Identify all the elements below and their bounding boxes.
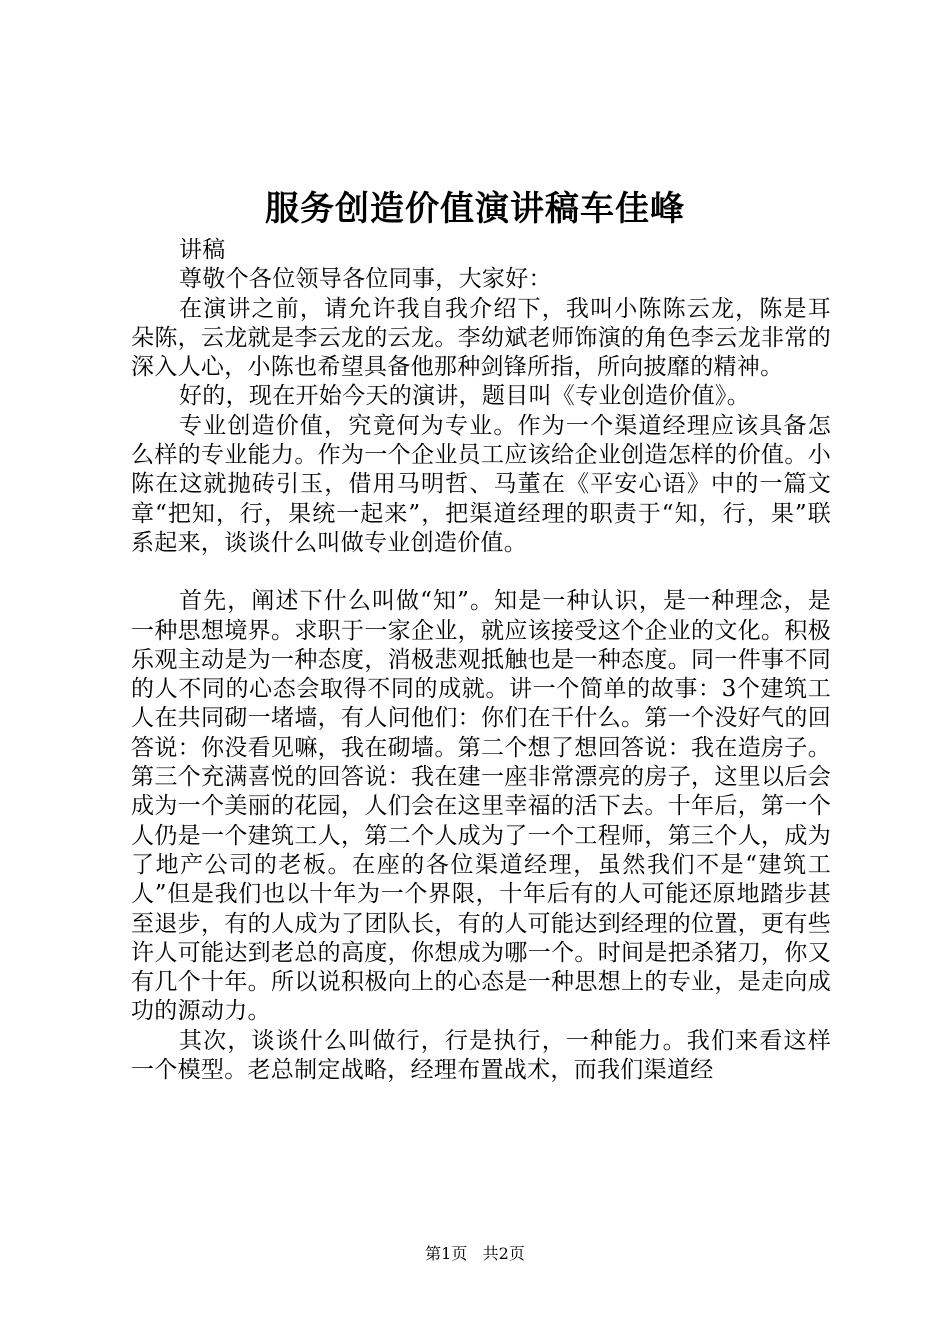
paragraph-overview: 专业创造价值，究竟何为专业。作为一个渠道经理应该具备怎么样的专业能力。作为一个企业员工应该给企业创造怎样的价值。小陈在这就抛砖引玉，借用马明哲、马董在《平安心语》中的一篇文章“把知，行，果统一起来”，把渠道经理的职责于“知，行，果”联系起来，谈谈什么叫做专业创造价值。 bbox=[131, 412, 831, 556]
paragraph-introduction: 在演讲之前，请允许我自我介绍下，我叫小陈陈云龙，陈是耳朵陈，云龙就是李云龙的云龙。李幼斌老师饰演的角色李云龙非常的深入人心，小陈也希望具备他那种剑锋所指，所向披靡的精神。 bbox=[131, 295, 831, 381]
paragraph-topic: 好的，现在开始今天的演讲，题目叫《专业创造价值》。 bbox=[179, 383, 750, 410]
paragraph-knowledge: 首先，阐述下什么叫做“知”。知是一种认识，是一种理念，是一种思想境界。求职于一家企业，就应该接受这个企业的文化。积极乐观主动是为一种态度，消极悲观抵触也是一种态度。同一件事不同的人不同的心态会取得不同的成就。讲一个简单的故事：3个建筑工人在共同砌一堵墙，有人问他们：你们在干什么。第一个没好气的回答说：你没看见嘛，我在砌墙。第二个想了想回答说：我在造房子。第三个充满喜悦的回答说：我在建一座非常漂亮的房子，这里以后会成为一个美丽的花园，人们会在这里幸福的活下去。十年后，第一个人仍是一个建筑工人，第二个人成为了一个工程师，第三个人，成为了地产公司的老板。在座的各位渠道经理，虽然我们不是“建筑工人”但是我们也以十年为一个界限，十年后有的人可能还原地踏步甚至退步，有的人成为了团队长，有的人可能达到经理的位置，更有些许人可能达到老总的高度，你想成为哪一个。时间是把杀猪刀，你又有几个十年。所以说积极向上的心态是一种思想上的专业，是走向成功的源动力。 bbox=[131, 588, 831, 1025]
document-body bbox=[131, 236, 831, 1085]
document-title: 服务创造价值演讲稿车佳峰 bbox=[265, 189, 685, 229]
paragraph-greeting: 尊敬个各位领导各位同事，大家好： bbox=[179, 266, 552, 293]
page-separator bbox=[472, 1244, 477, 1263]
page-total: 共2页 bbox=[482, 1244, 525, 1263]
paragraph-action: 其次，谈谈什么叫做行，行是执行，一种能力。我们来看这样一个模型。老总制定战略，经理布置战术，而我们渠道经 bbox=[131, 1027, 831, 1084]
page-number: 第1页 bbox=[425, 1244, 468, 1263]
page-footer bbox=[0, 1243, 950, 1265]
paragraph-heading-note: 讲稿 bbox=[179, 237, 226, 263]
